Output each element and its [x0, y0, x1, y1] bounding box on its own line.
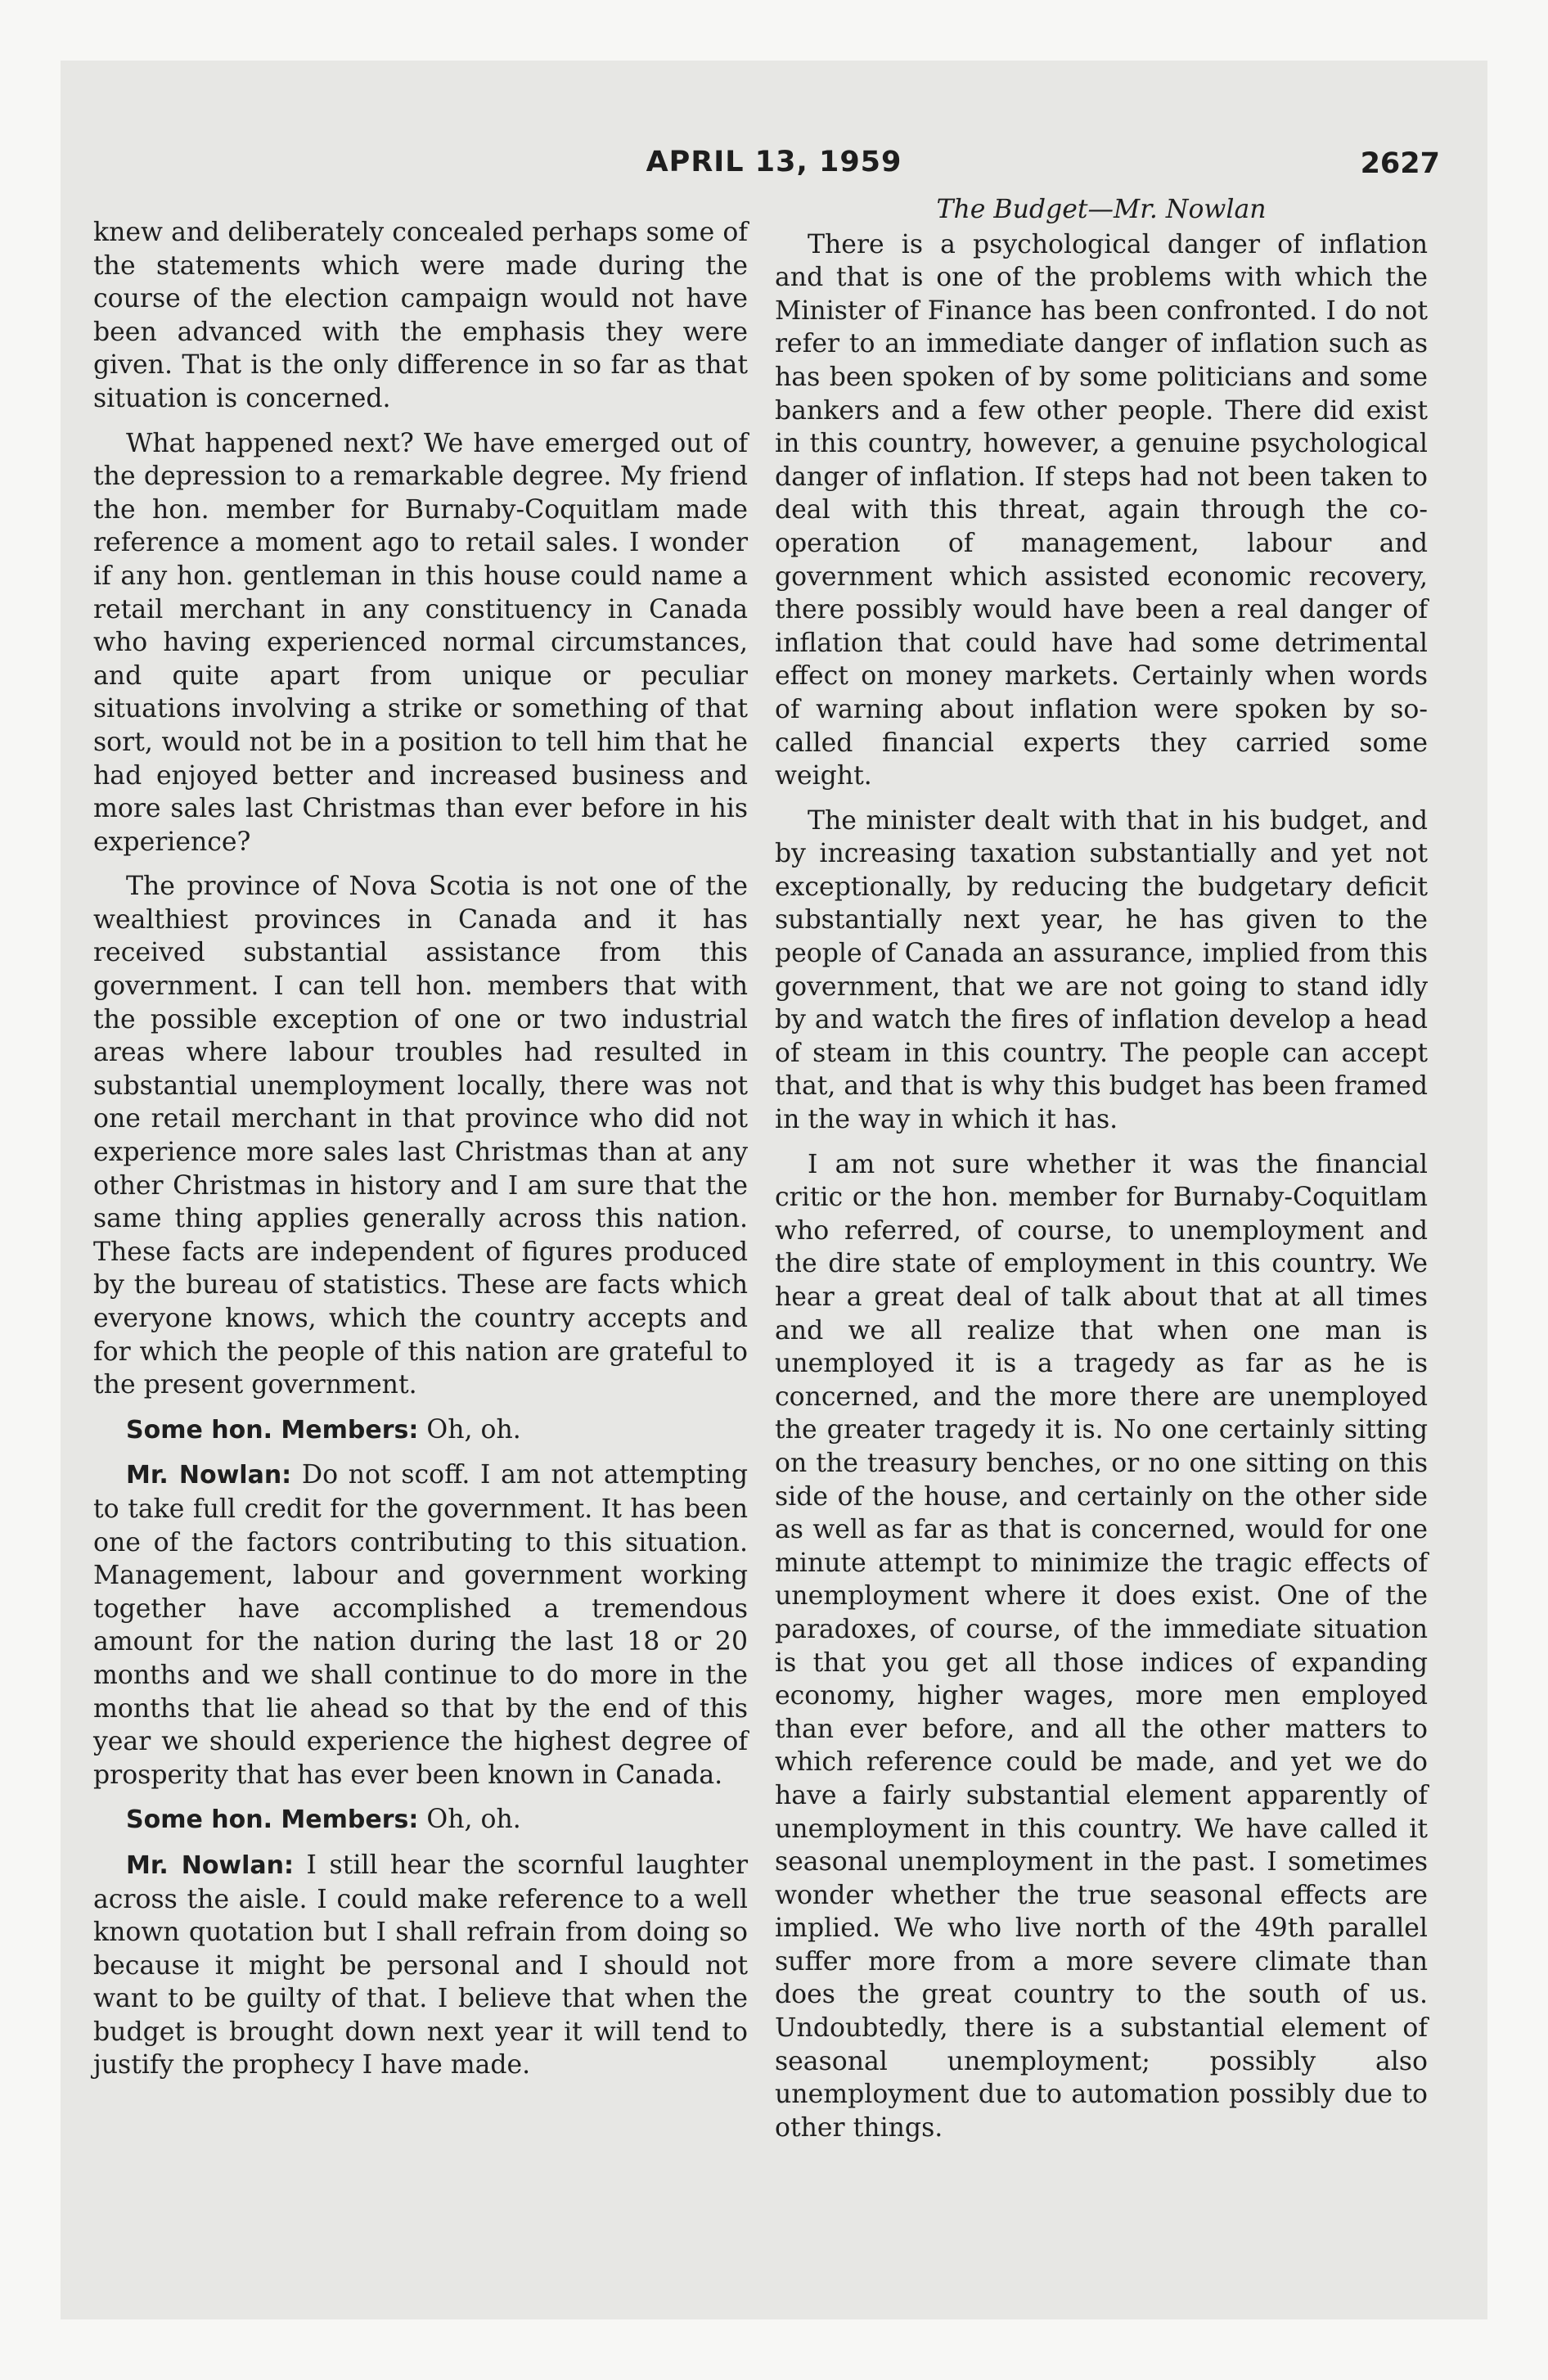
- paragraph: The province of Nova Scotia is not one of the wealthiest provinces in Canada and it has received substantial assistance from this government. I can tell hon. members that with the possible exception of one or two industrial areas where labour troubles had resulted in substantial unemployment locally, there was not one retail merchant in that province who did not experience more sales last Christmas than at any other Christmas in history and I am sure that the same thing applies generally across this nation. These facts are independent of figures produced by the bureau of statistics. These are facts which everyone knows, which the country accepts and for which the people of this nation are grateful to the present government.: [93, 872, 748, 1400]
- paragraph: The minister dealt with that in his budget, and by increasing taxation substantially and yet not exceptionally, by reducing the budgetary deficit substantially next year, he has given to the people of Canada an assurance, implied from this government, that we are not going to stand idly by and watch the fires of inflation develop a head of steam in this country. The people can accept that, and that is why this budget has been framed in the way in which it has.: [775, 805, 1428, 1135]
- speech-text: Do not scoff. I am not attempting to take full credit for the government. It has been one of the factors contributing to this situation. Management, labour and government working together have accomplished a tremendous amount for the nation during the last 18 or 20 months and we shall continue to do more in the months that lie ahead so that by the end of this year we should experience the highest degree of prosperity that has ever been known in Canada.: [93, 1460, 748, 1790]
- interjection: [93, 1413, 748, 1448]
- page-date: APRIL 13, 1959: [646, 146, 902, 178]
- speech-text: Oh, oh.: [426, 1414, 521, 1445]
- speech-text: Oh, oh.: [426, 1805, 521, 1835]
- interjection: [93, 1849, 748, 2082]
- running-head: The Budget—Mr. Nowlan: [936, 195, 1267, 224]
- left-column: [93, 216, 748, 2094]
- paragraph: What happened next? We have emerged out of the depression to a remarkable degree. My friend the hon. member for Burnaby-Coquitlam made reference a moment ago to retail sales. I wonder if any hon. gentleman in this house could name a retail merchant in any constituency in Canada who having experienced normal circumstances, and quite apart from unique or peculiar situations involving a strike or something of that sort, would not be in a position to tell him that he had enjoyed better and increased business and more sales last Christmas than ever before in his experience?: [93, 428, 748, 857]
- speaker-name: Some hon. Members:: [126, 1415, 419, 1445]
- speaker-name: Mr. Nowlan:: [126, 1461, 292, 1490]
- paragraph: There is a psychological danger of inflation and that is one of the problems with which the Minister of Finance has been confronted. I do not refer to an immediate danger of inflation such as has been spoken of by some politicians and some bankers and a few other people. There did exist in this country, however, a genuine psychological danger of inflation. If steps had not been taken to deal with this threat, again through the co-operation of management, labour and government which assisted economic recovery, there possibly would have been a real danger of inflation that could have had some detrimental effect on money markets. Certainly when words of warning about inflation were spoken by so-called financial experts they carried some weight.: [775, 229, 1428, 791]
- page-number: 2627: [1360, 147, 1440, 180]
- speaker-name: Some hon. Members:: [126, 1805, 419, 1835]
- right-column: [775, 193, 1428, 2156]
- speaker-name: Mr. Nowlan:: [126, 1850, 295, 1880]
- interjection: [93, 1803, 748, 1837]
- paragraph: knew and deliberately concealed perhaps some of the statements which were made during the course of the election campaign would not have been advanced with the emphasis they were given. That is the only difference in so far as that situation is concerned.: [93, 218, 748, 413]
- hansard-page: [61, 61, 1487, 2319]
- speech-text: I still hear the scornful laughter across the aisle. I could make reference to a well known quotation but I shall refrain from doing so because it might be personal and I should not want to be guilty of that. I believe that when the budget is brought down next year it will tend to justify the prophecy I have made.: [93, 1850, 749, 2080]
- page-header: [61, 146, 1487, 187]
- paragraph: I am not sure whether it was the financial critic or the hon. member for Burnaby-Coquitlam who referred, of course, to unemployment and the dire state of employment in this country. We hear a great deal of talk about that at all times and we all realize that when one man is unemployed it is a tragedy as far as he is concerned, and the more there are unemployed the greater tragedy it is. No one certainly sitting on the treasury benches, or no one sitting on this side of the house, and certainly on the other side as well as far as that is concerned, would for one minute attempt to minimize the tragic effects of unemployment where it does exist. One of the paradoxes, of course, of the immediate situation is that you get all those indices of expanding economy, higher wages, more men employed than ever before, and all the other matters to which reference could be made, and yet we do have a fairly substantial element apparently of unemployment in this country. We have called it seasonal unemployment in the past. I sometimes wonder whether the true seasonal effects are implied. We who live north of the 49th parallel suffer more from a more severe climate than does the great country to the south of us. Undoubtedly, there is a substantial element of seasonal unemployment; possibly also unemployment due to automation possibly due to other things.: [775, 1149, 1428, 2143]
- interjection: [93, 1458, 748, 1792]
